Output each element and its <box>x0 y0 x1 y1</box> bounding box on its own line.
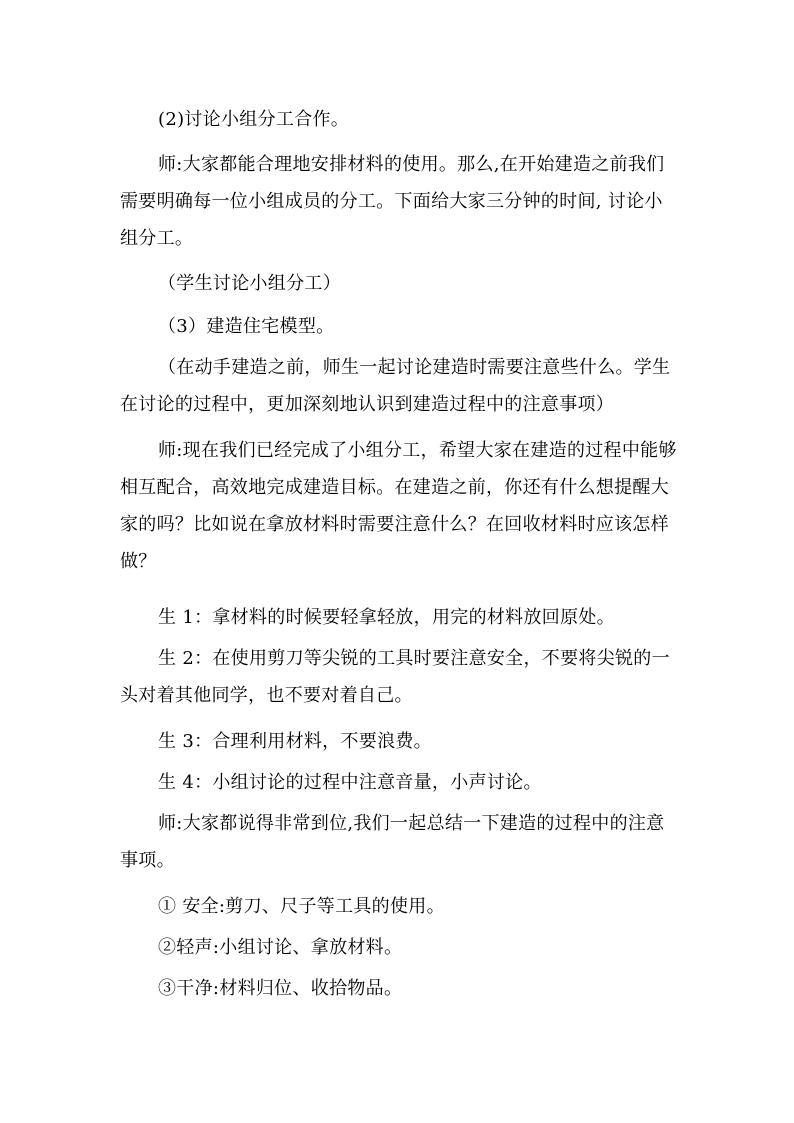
paragraph-teacher-division: 师:大家都能合理地安排材料的使用。那么,在开始建造之前我们需要明确每一位小组成员的分工。下面给大家三分钟的时间, 讨论小组分工。 <box>120 154 665 249</box>
paragraph-teacher-summary: 师:大家都说得非常到位,我们一起总结一下建造的过程中的注意事项。 <box>120 813 665 871</box>
paragraph-student-4: 生 4：小组讨论的过程中注意音量，小声讨论。 <box>158 772 542 793</box>
paragraph-student-2: 生 2：在使用剪刀等尖锐的工具时要注意安全，不要将尖锐的一头对着其他同学，也不要对着自己。 <box>120 648 670 706</box>
paragraph-build-model-heading: （3）建造住宅模型。 <box>158 316 335 337</box>
list-item-clean: ③干净:材料归位、收拾物品。 <box>158 978 403 999</box>
list-item-safety: ① 安全:剪刀、尺子等工具的使用。 <box>158 896 445 917</box>
paragraph-discussion-heading: (2)讨论小组分工合作。 <box>158 109 350 130</box>
paragraph-students-discuss: （学生讨论小组分工） <box>158 273 341 294</box>
paragraph-student-1: 生 1：拿材料的时候要轻拿轻放，用完的材料放回原处。 <box>158 607 615 628</box>
paragraph-before-building: （在动手建造之前，师生一起讨论建造时需要注意些什么。学生在讨论的过程中，更加深刻地认识到建造过程中的注意事项） <box>120 357 671 415</box>
paragraph-teacher-reminder: 师:现在我们已经完成了小组分工，希望大家在建造的过程中能够相互配合，高效地完成建造目标。在建造之前，你还有什么想提醒大家的吗？比如说在拿放材料时需要注意什么？在回收材料时应该怎样做？ <box>120 440 677 572</box>
list-item-quiet: ②轻声:小组讨论、拿放材料。 <box>158 937 403 958</box>
paragraph-student-3: 生 3：合理利用材料，不要浪费。 <box>158 731 432 752</box>
